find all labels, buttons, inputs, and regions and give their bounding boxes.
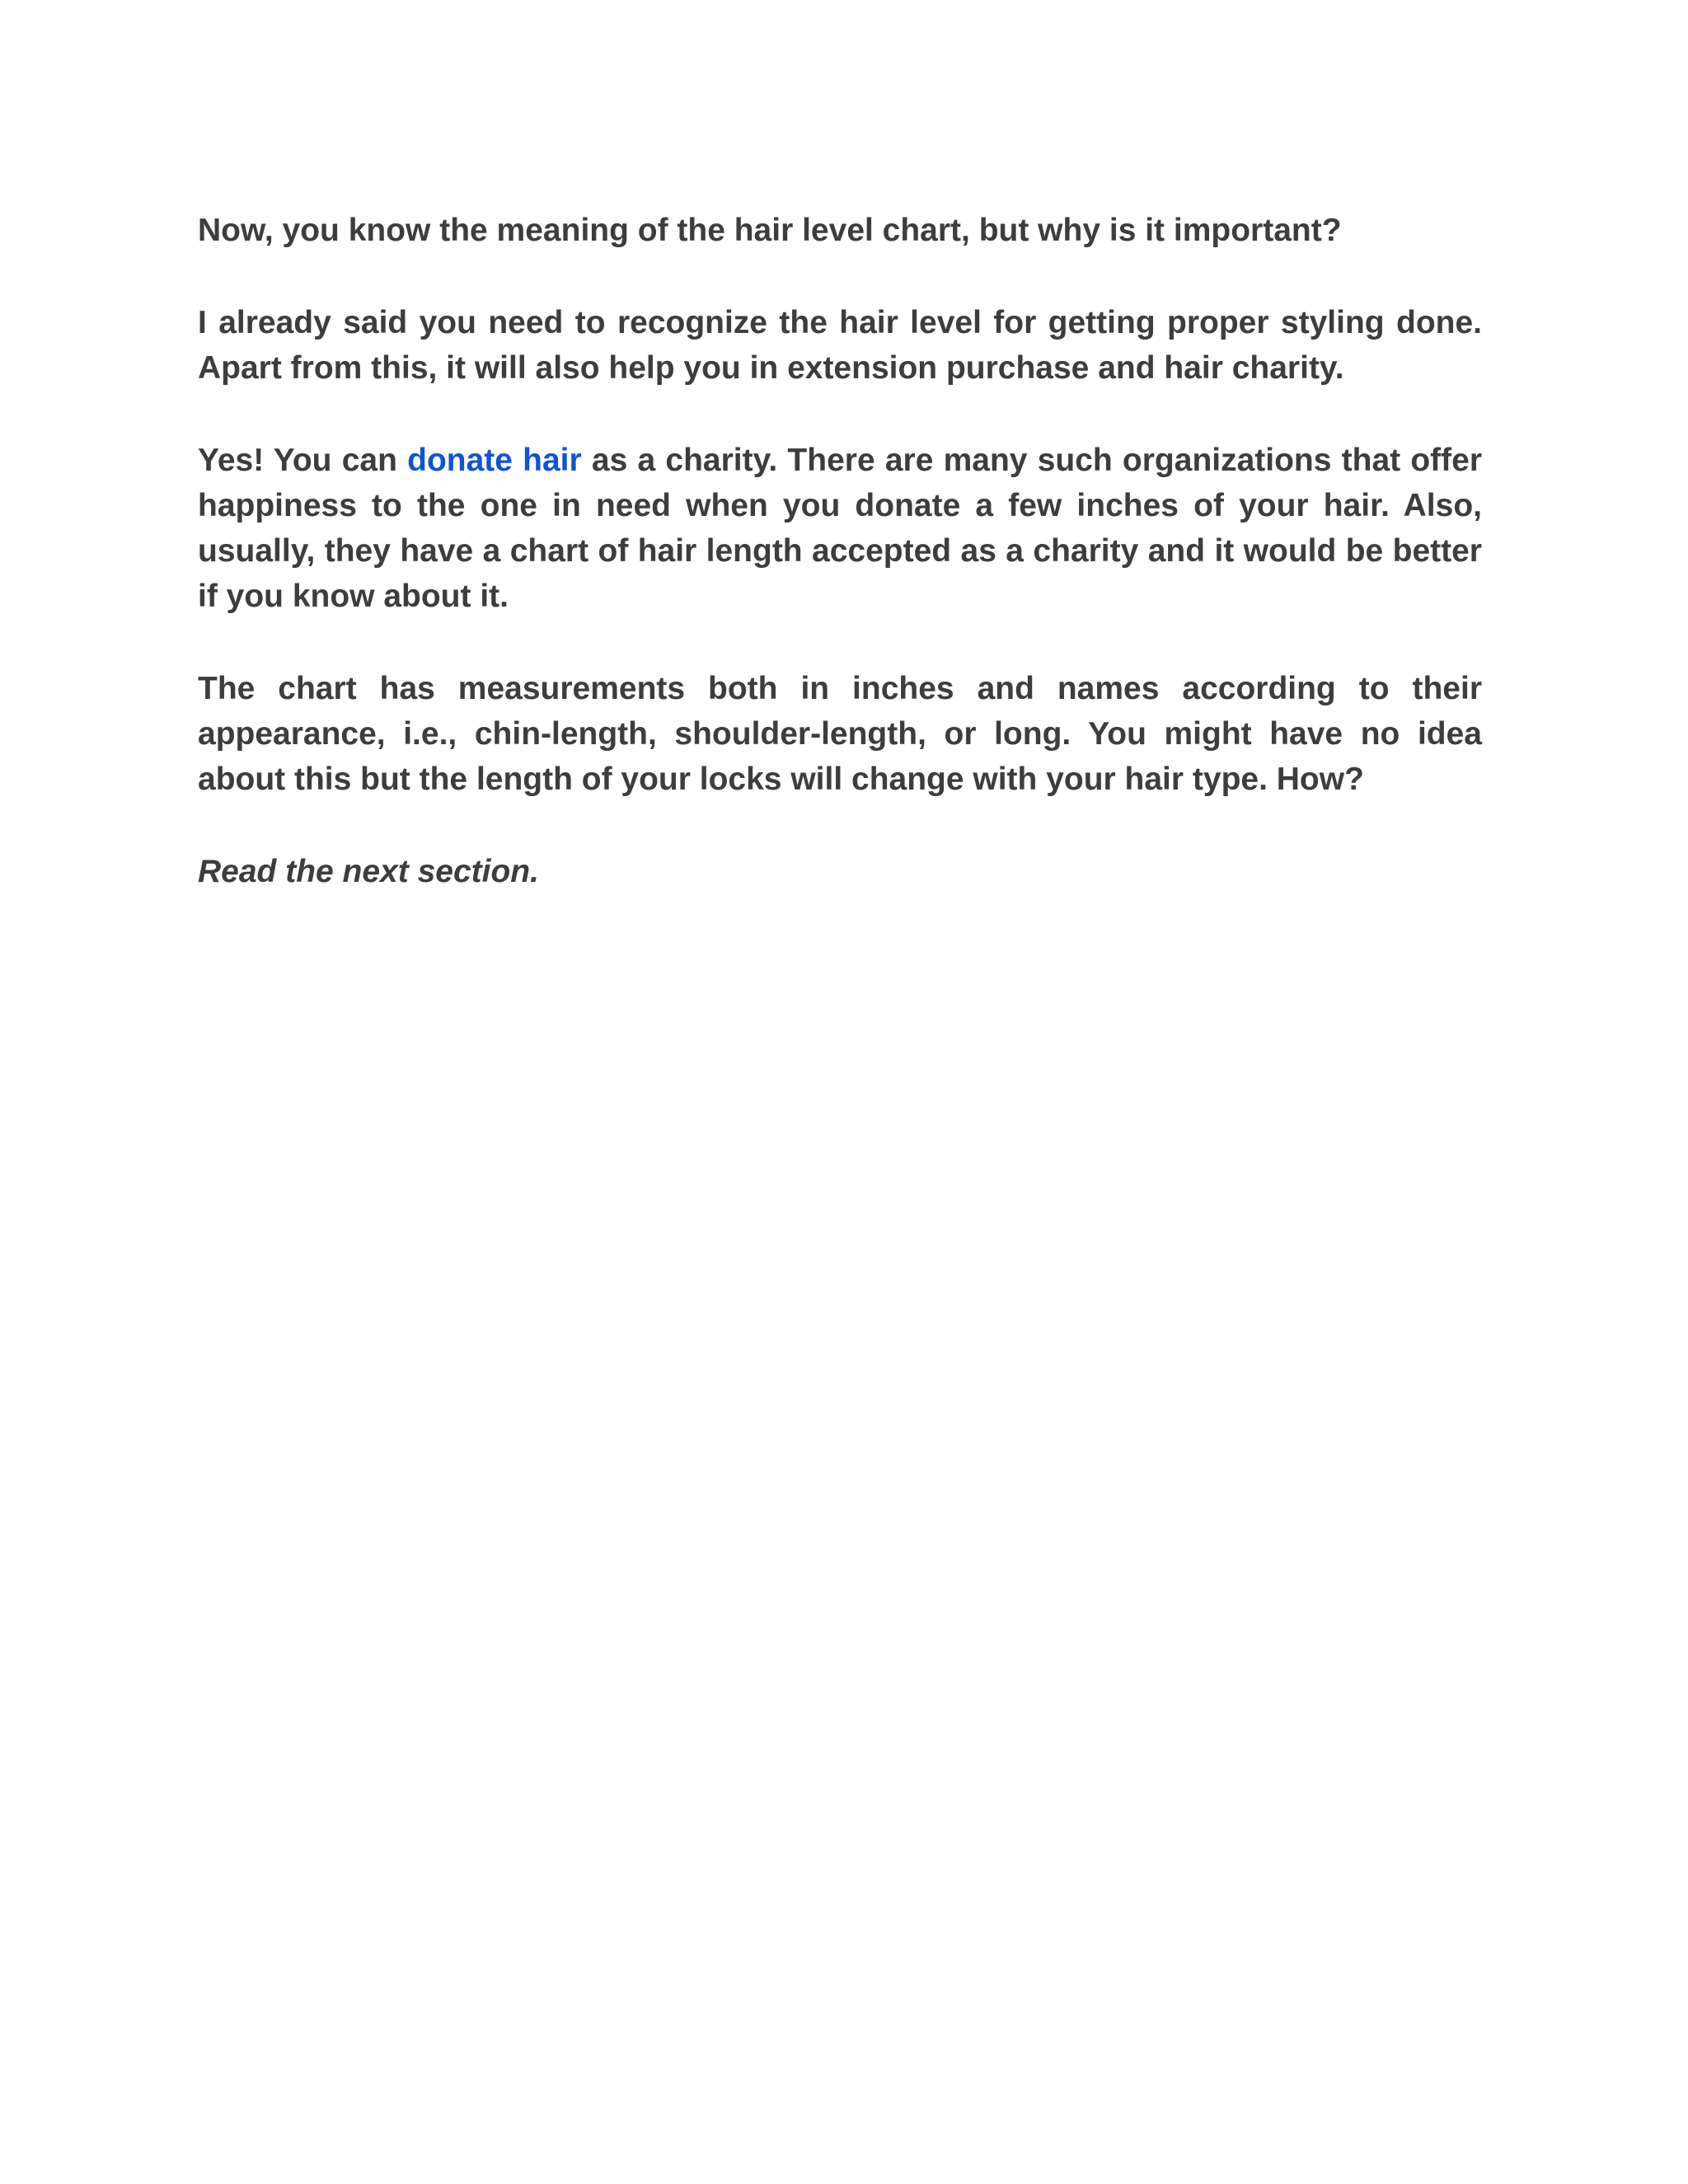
paragraph-chart-measurements: The chart has measurements both in inches and names according to their appearance, i.e., chin-length, shoulder-length, or long. You might have no idea about this but the length of your locks will change with your hair type. How? [198,671,1482,797]
paragraph-intro-question: Now, you know the meaning of the hair level chart, but why is it important? [198,213,1342,248]
paragraph-hair-donation [198,438,1482,619]
document-page [198,208,1482,941]
paragraph-hair-level-importance: I already said you need to recognize the hair level for getting proper styling done. Apart from this, it will also help you in extension purchase and hair charity. [198,305,1482,386]
donate-hair-link[interactable]: donate hair [407,443,582,478]
paragraph-next-section: Read the next section. [198,854,539,889]
donation-text-after: as a charity. There are many such organizations that offer happiness to the one in need when you donate a few inches of your hair. Also, usually, they have a chart of hair length accepted as a charity and it would be better if you know about it. [198,443,1483,614]
donation-text-before: Yes! You can [198,443,408,478]
